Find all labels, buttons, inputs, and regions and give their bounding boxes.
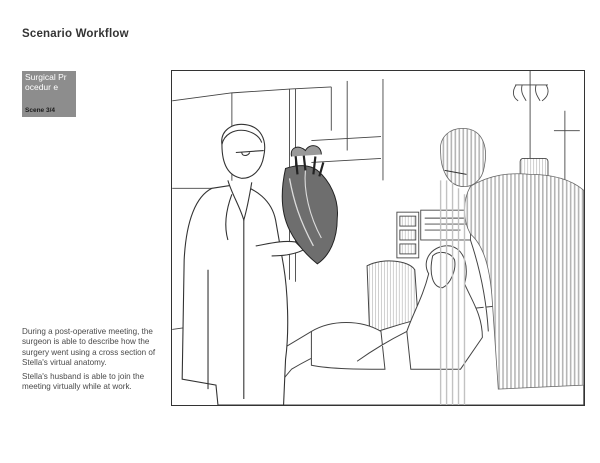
caption-paragraph-1: During a post-operative meeting, the surgeon is able to describe how the surgery went using a cross section of Stella's virtual anatomy. xyxy=(22,327,156,368)
scenario-illustration xyxy=(171,70,585,406)
scene-badge-title: Surgical Procedur e xyxy=(25,72,67,92)
surgeon-figure xyxy=(182,124,303,405)
caption-paragraph-2: Stella's husband is able to join the meeting virtually while at work. xyxy=(22,371,145,392)
scene-badge xyxy=(22,71,76,117)
illustration-drawing xyxy=(172,71,584,405)
scene-description xyxy=(22,327,168,395)
page-title: Scenario Workflow xyxy=(22,28,129,40)
scene-badge-number: Scene 3/4 xyxy=(25,107,55,114)
